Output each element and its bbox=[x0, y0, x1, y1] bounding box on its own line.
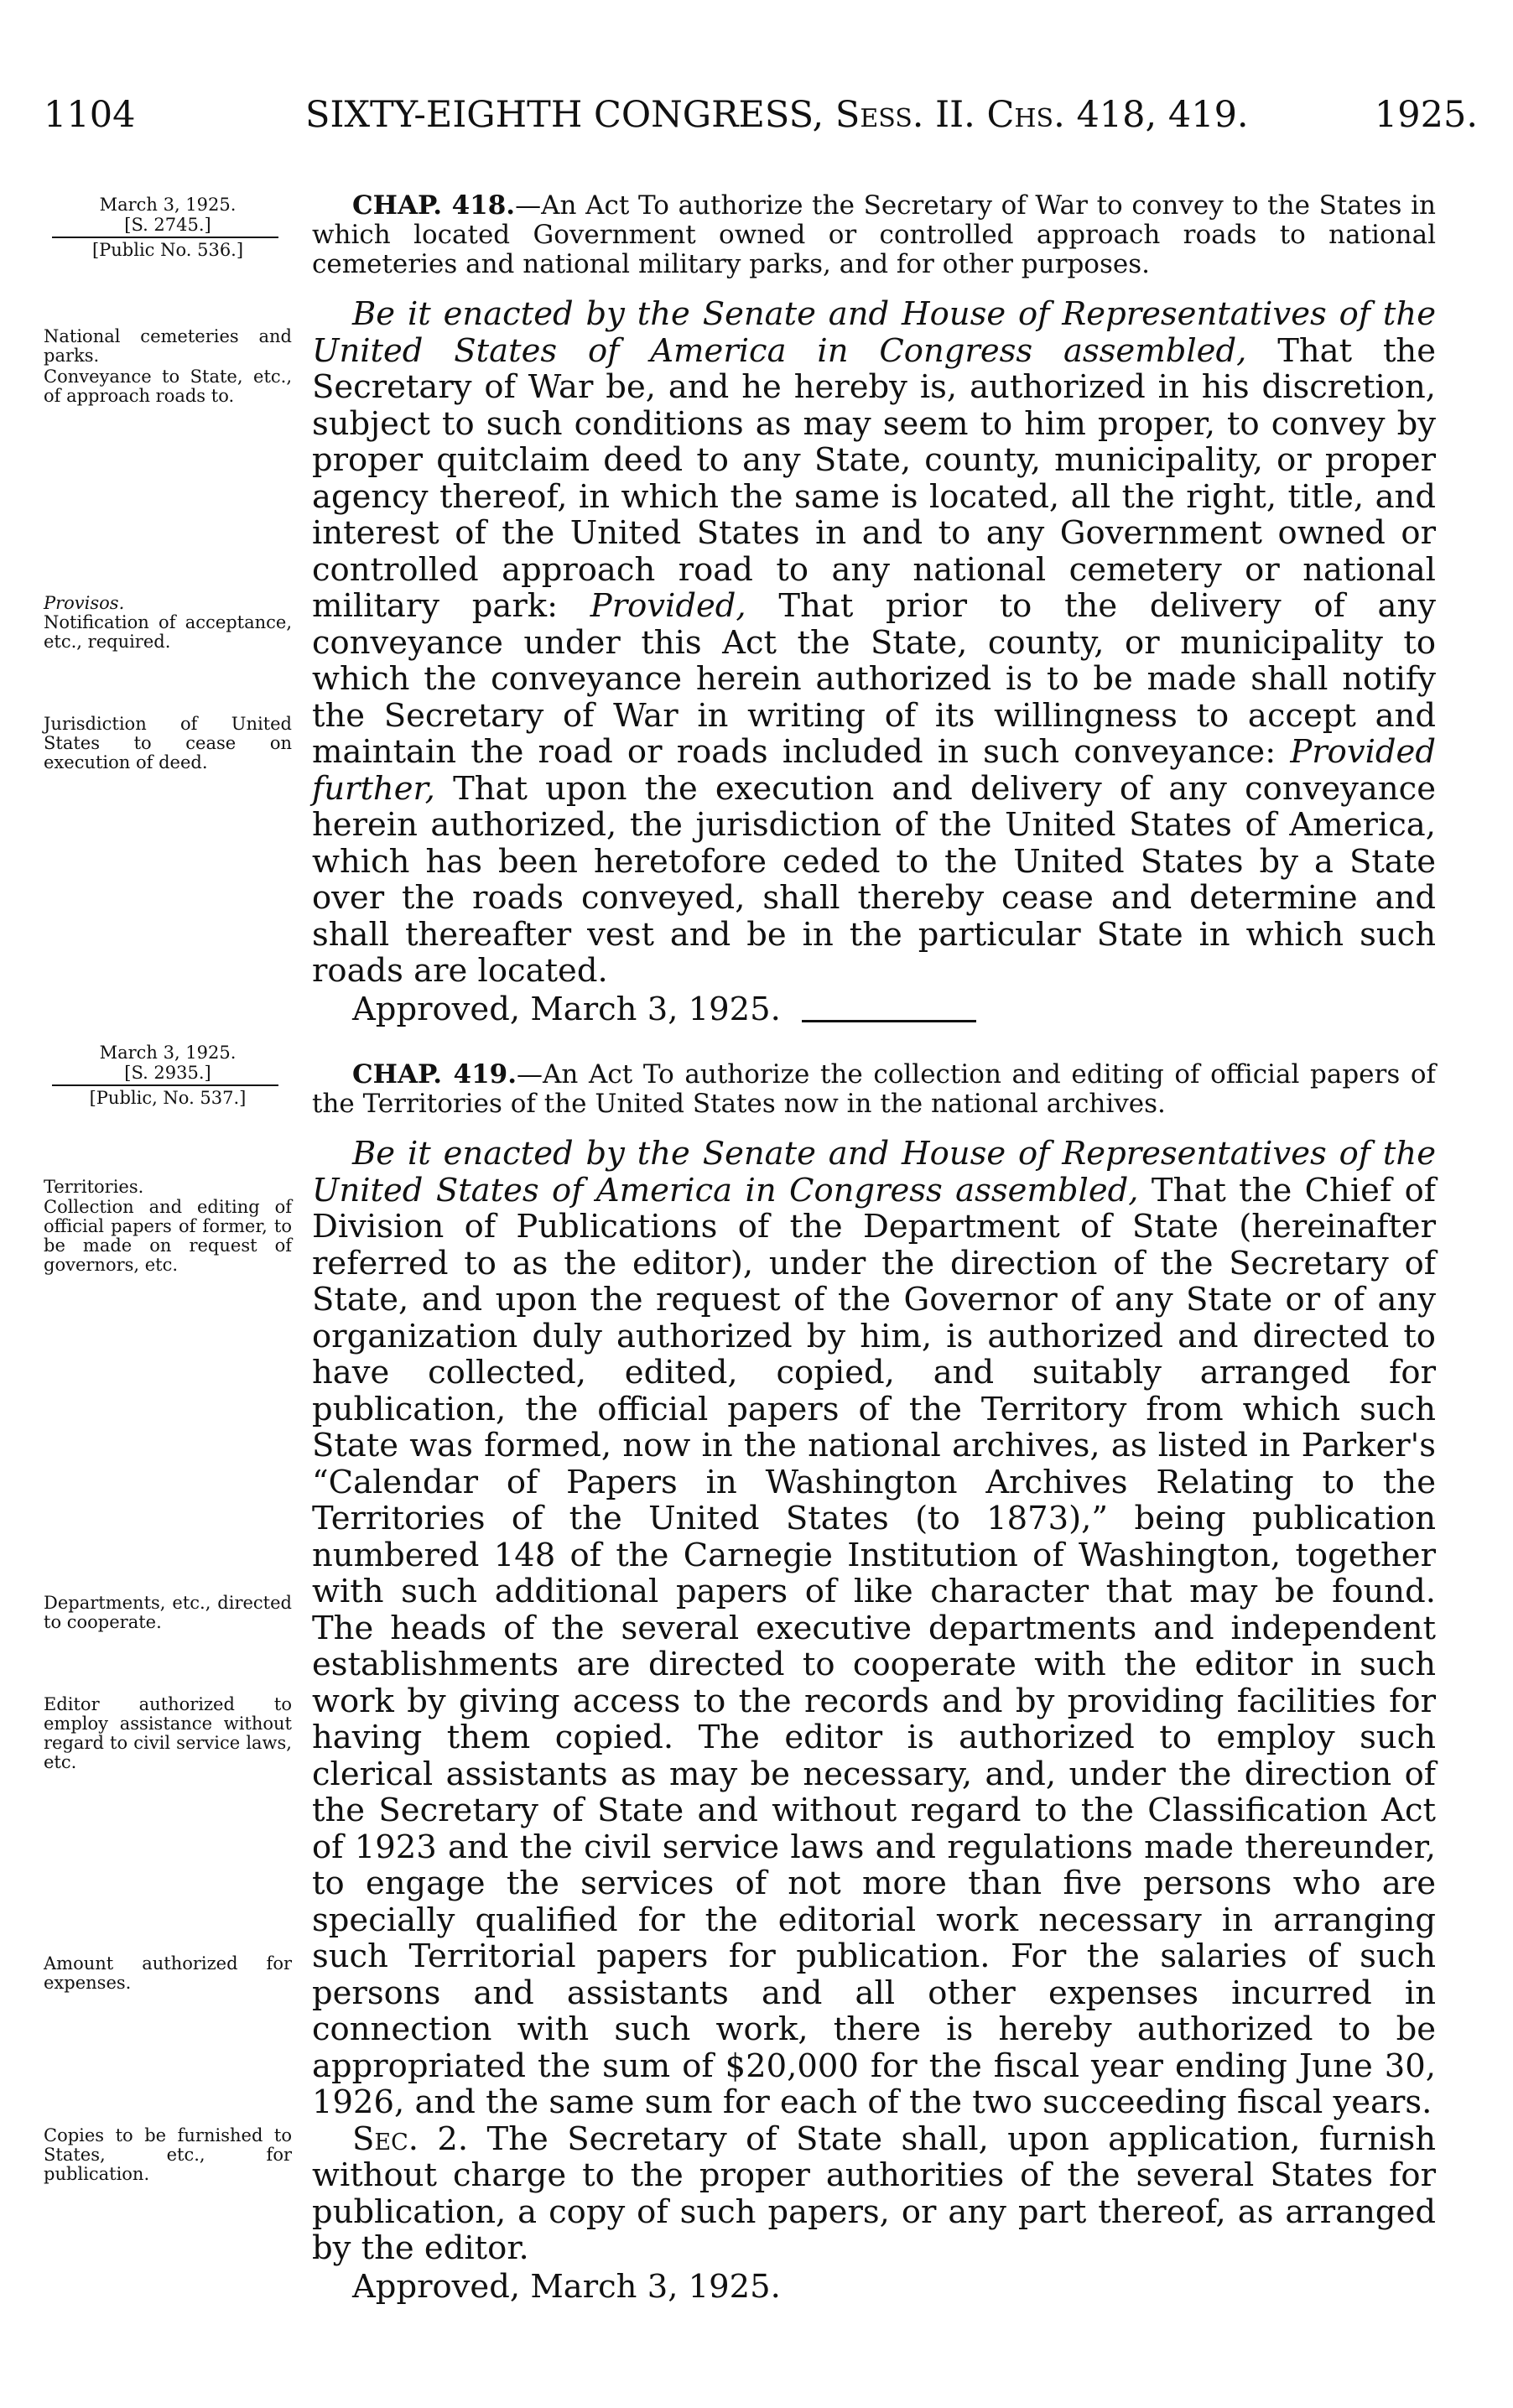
margin-note-collection: Collection and editing of official papers of former, to be made on request of governors, etc. bbox=[44, 1197, 292, 1275]
chap418-label: CHAP. 418. bbox=[352, 190, 516, 221]
chap418-enacting-clause: Be it enacted by the Senate and House of Representatives of the United States of America in Congress assembled, bbox=[312, 295, 1436, 370]
margin-note-jurisdiction: Jurisdiction of United States to cease on execution of deed. bbox=[44, 714, 292, 772]
chap419-text-1: That the Chief of Division of Publications of the Department of State (hereinafter referred to as the editor), under the direction of the Secretary of State, and upon the request of the Governor of any State or of any organization duly authorized by him, is authorized and directed to have collected, edited, copied, and suitably arranged for publication, the official papers of the Territory from which such State was formed, now in the national archives, as listed in Parker's “Calendar of Papers in Washington Archives Relating to the Territories of the United States (to 1873),” being publication numbered 148 of the Carnegie Institution of Washington, together with such additional papers of like character that may be found. The heads of the several executive departments and independent establishments are directed to cooperate with the editor in such work by giving access to the records and by providing facilities for having them copied. The editor is authorized to employ such clerical assistants as may be necessary, and, under the direction of the Secretary of State and without regard to the Classification Act of 1923 and the civil service laws and regulations made thereunder, to engage the services of not more than five persons who are specially qualified for the editorial work necessary in arranging such Territorial papers for publication. For the salaries of such persons and assistants and all other expenses incurred in connection with such work, there is hereby authorized to be appropriated the sum of $20,000 for the fiscal year ending June 30, 1926, and the same sum for each of the two succeeding fiscal years. bbox=[312, 1171, 1436, 2121]
chap419-main bbox=[312, 1060, 1436, 2306]
chap418-provided: Provided, bbox=[590, 587, 746, 625]
margin-note-conveyance: Conveyance to State, etc., of approach roads to. bbox=[44, 367, 292, 406]
chapter-divider bbox=[802, 1020, 976, 1022]
chap418-rule bbox=[52, 237, 278, 238]
page-number: 1104 bbox=[44, 94, 136, 136]
chapters-numbers: 418, 419. bbox=[1076, 94, 1249, 136]
margin-note-notification: Notification of acceptance, etc., required. bbox=[44, 612, 292, 652]
chap419-sec2-label: Sec. 2. bbox=[352, 2119, 469, 2158]
margin-note-copies: Copies to be furnished to States, etc., for publication. bbox=[44, 2125, 292, 2184]
chap418-summary bbox=[312, 191, 1436, 279]
session-number: II. bbox=[935, 94, 975, 136]
chap418-sidenote bbox=[44, 195, 292, 260]
header-title bbox=[305, 94, 1249, 136]
chap418-summary-text: —An Act To authorize the Secretary of War to convey to the States in which located Government owned or controlled approach roads to national cemeteries and national military parks, and for other purposes. bbox=[312, 190, 1437, 279]
header-year: 1925. bbox=[1374, 94, 1478, 136]
chap418-text-2: That prior to the delivery of any conveyance under this Act the State, county, or municipality to which the conveyance herein authorized is to be made shall notify the Secretary of War in writing of its willingness to accept and maintain the road or roads included in such conveyance: bbox=[312, 587, 1436, 771]
chap419-rule bbox=[52, 1084, 278, 1086]
chap419-summary bbox=[312, 1060, 1436, 1119]
margin-note-territories: Territories. bbox=[44, 1177, 144, 1197]
chapters-label: Chs. bbox=[986, 94, 1065, 136]
running-header bbox=[44, 94, 1478, 153]
session-label: Sess. bbox=[834, 94, 924, 136]
chap419-date: March 3, 1925. bbox=[99, 1043, 237, 1063]
chap419-enacting-clause: Be it enacted by the Senate and House of Representatives of the United States of America in Congress assembled, bbox=[312, 1135, 1436, 1209]
chap419-summary-text: —An Act To authorize the collection and editing of official papers of the Territories of the United States now in the national archives. bbox=[312, 1059, 1436, 1119]
chap418-bill: [S. 2745.] bbox=[124, 215, 211, 235]
chap419-sidenote bbox=[44, 1043, 292, 1108]
margin-note-provisos: Provisos. bbox=[44, 593, 125, 613]
chap418-public-no: [Public No. 536.] bbox=[91, 240, 244, 260]
congress-name: SIXTY-EIGHTH CONGRESS, bbox=[305, 94, 824, 136]
chap418-text-1: That the Secretary of War be, and he hereby is, authorized in his discretion, subject to such conditions as may seem to him proper, to convey by proper quitclaim deed to any State, county, municipality, or proper agency thereof, in which the same is located, all the right, title, and interest of the United States in and to any Government owned or controlled approach road to any national cemetery or national military park: bbox=[312, 331, 1436, 625]
chap418-body bbox=[312, 296, 1436, 990]
chap419-body bbox=[312, 1136, 1436, 2121]
chap419-approved: Approved, March 3, 1925. bbox=[352, 2267, 781, 2306]
margin-note-departments: Departments, etc., directed to cooperate. bbox=[44, 1593, 292, 1632]
chap418-provided-further: Provided further, bbox=[312, 733, 1436, 808]
margin-note-national-cemeteries: National cemeteries and parks. bbox=[44, 326, 292, 366]
chap419-bill: [S. 2935.] bbox=[124, 1063, 211, 1083]
chap418-approved: Approved, March 3, 1925. bbox=[352, 990, 781, 1028]
chap419-sec2 bbox=[312, 2121, 1436, 2267]
chap419-public-no: [Public, No. 537.] bbox=[89, 1088, 247, 1108]
chap418-date: March 3, 1925. bbox=[99, 195, 237, 215]
chap418-text-3: That upon the execution and delivery of any conveyance herein authorized, the jurisdiction of the United States of America, which has been heretofore ceded to the United States by a State over the roads conveyed, shall thereby cease and determine and shall thereafter vest and be in the particular State in which such roads are located. bbox=[312, 769, 1436, 990]
margin-note-amount: Amount authorized for expenses. bbox=[44, 1953, 292, 1993]
margin-note-editor: Editor authorized to employ assistance without regard to civil service laws, etc. bbox=[44, 1694, 292, 1772]
chap419-label: CHAP. 419. bbox=[352, 1059, 517, 1090]
chap418-main bbox=[312, 191, 1436, 1028]
chap419-sec2-text: The Secretary of State shall, upon application, furnish without charge to the proper authorities of the several States for publication, a copy of such papers, or any part thereof, as arranged by the editor. bbox=[312, 2119, 1437, 2267]
